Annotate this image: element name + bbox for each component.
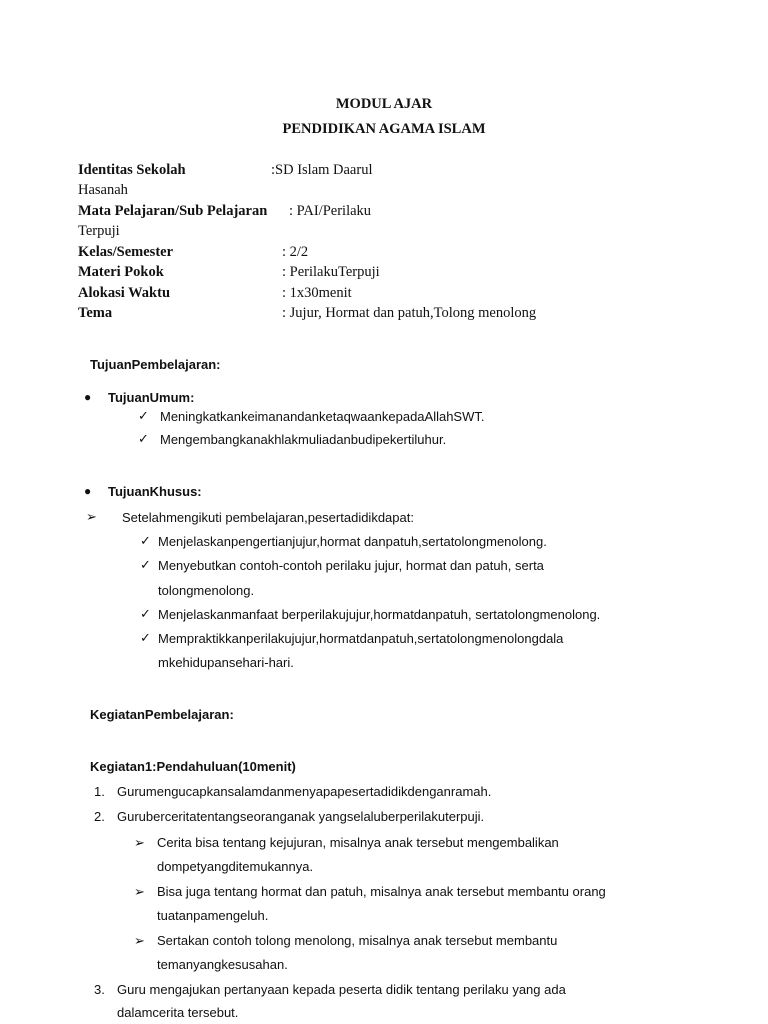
identity-value-sekolah: :SD Islam Daarul (271, 162, 373, 178)
tujuan-khusus-line: tolongmenolong. (158, 583, 255, 598)
arrow-icon: ➢ (134, 884, 145, 899)
identity-value-materi: : PerilakuTerpuji (282, 264, 380, 280)
kegiatan-item: Guruberceritatentangseoranganak yangselaluberperilakuterpuji. (117, 809, 485, 824)
tujuan-khusus-heading: TujuanKhusus: (108, 484, 202, 499)
kegiatan-subitem-line: Bisa juga tentang hormat dan patuh, misalnya anak tersebut membantu orang (157, 884, 606, 899)
tujuan-khusus-intro: Setelahmengikuti pembelajaran,pesertadidikdapat: (122, 510, 414, 525)
kegiatan-item: Guru mengajukan pertanyaan kepada peserta didik tentang perilaku yang ada (117, 982, 566, 997)
tujuan-umum-heading: TujuanUmum: (108, 390, 195, 405)
kegiatan-subitem-line: tuatanpamengeluh. (157, 908, 269, 923)
identity-value-mapel: : PAI/Perilaku (289, 203, 372, 219)
kegiatan-subitem-line: Cerita bisa tentang kejujuran, misalnya anak tersebut mengembalikan (157, 835, 559, 850)
check-icon: ✓ (140, 557, 151, 572)
kegiatan-subitem-line: dompetyangditemukannya. (157, 859, 314, 874)
identity-label-alokasi: Alokasi Waktu (78, 285, 171, 301)
identity-value-sekolah-cont: Hasanah (78, 182, 128, 198)
tujuan-khusus-line: Menjelaskanmanfaat berperilakujujur,hormatdanpatuh, sertatolongmenolong. (158, 607, 601, 622)
check-icon: ✓ (140, 606, 151, 621)
list-number: 1. (94, 784, 105, 799)
identity-label-tema: Tema (78, 305, 113, 321)
check-icon: ✓ (138, 431, 149, 446)
document-title: MODUL AJAR (335, 96, 433, 112)
identity-label-materi: Materi Pokok (78, 264, 164, 280)
identity-value-mapel-cont: Terpuji (78, 223, 120, 239)
tujuan-umum-item: Mengembangkanakhlakmuliadanbudipekertiluhur. (160, 432, 447, 447)
kegiatan-subitem-line: temanyangkesusahan. (157, 957, 288, 972)
identity-value-tema: : Jujur, Hormat dan patuh,Tolong menolong (282, 305, 537, 321)
bullet-icon: ● (84, 484, 92, 498)
identity-value-alokasi: : 1x30menit (282, 285, 352, 301)
identity-label-sekolah: Identitas Sekolah (78, 162, 186, 178)
tujuan-khusus-line: Menyebutkan contoh-contoh perilaku jujur, hormat dan patuh, serta (158, 558, 544, 573)
document-subtitle: PENDIDIKAN AGAMA ISLAM (282, 121, 486, 137)
check-icon: ✓ (140, 630, 151, 645)
kegiatan-sub1-heading: Kegiatan1:Pendahuluan(10menit) (90, 759, 296, 774)
list-number: 3. (94, 982, 105, 997)
tujuan-heading: TujuanPembelajaran: (90, 357, 221, 372)
tujuan-umum-item: MeningkatkankeimanandanketaqwaankepadaAllahSWT. (160, 409, 485, 424)
arrow-icon: ➢ (134, 835, 145, 850)
arrow-icon: ➢ (86, 509, 97, 524)
identity-label-mapel: Mata Pelajaran/Sub Pelajaran (78, 203, 268, 219)
kegiatan-item-cont: dalamcerita tersebut. (117, 1005, 239, 1020)
kegiatan-subitem-line: Sertakan contoh tolong menolong, misalnya anak tersebut membantu (157, 933, 558, 948)
tujuan-khusus-line: Mempraktikkanperilakujujur,hormatdanpatuh,sertatolongmenolongdala (158, 631, 564, 646)
kegiatan-heading: KegiatanPembelajaran: (90, 707, 234, 722)
check-icon: ✓ (140, 533, 151, 548)
list-number: 2. (94, 809, 105, 824)
tujuan-khusus-line: Menjelaskanpengertianjujur,hormat danpatuh,sertatolongmenolong. (158, 534, 547, 549)
identity-label-kelas: Kelas/Semester (78, 244, 174, 260)
bullet-icon: ● (84, 390, 92, 404)
check-icon: ✓ (138, 408, 149, 423)
tujuan-khusus-line: mkehidupansehari-hari. (158, 655, 294, 670)
identity-value-kelas: : 2/2 (282, 244, 309, 260)
kegiatan-item: Gurumengucapkansalamdanmenyapapesertadidikdenganramah. (117, 784, 492, 799)
arrow-icon: ➢ (134, 933, 145, 948)
